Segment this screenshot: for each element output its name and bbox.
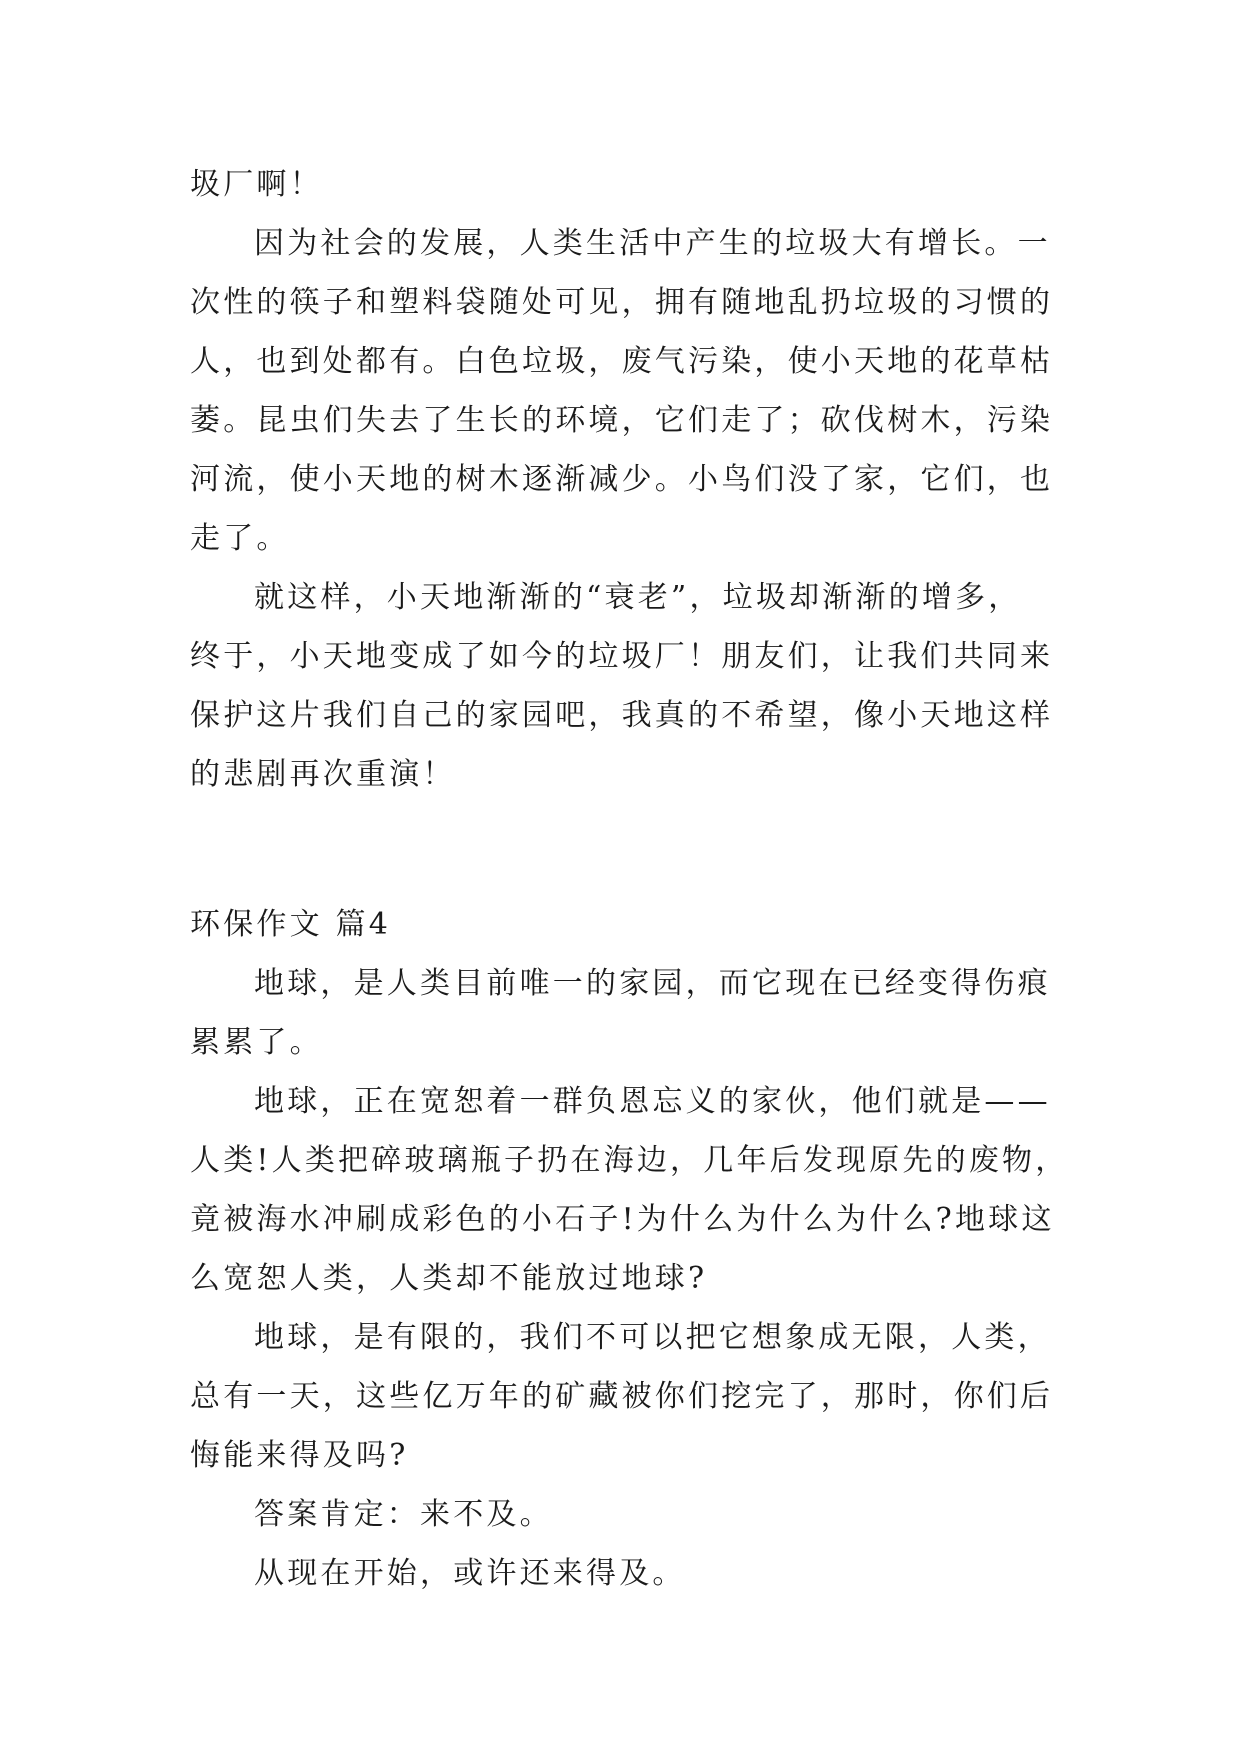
text-line: 因为社会的发展，人类生活中产生的垃圾大有增长。一: [254, 226, 1051, 261]
text-line: 人，也到处都有。白色垃圾，废气污染，使小天地的花草枯: [190, 344, 1054, 379]
text-line: 人类!人类把碎玻璃瓶子扔在海边，几年后发现原先的废物，: [190, 1143, 1069, 1178]
document-body: [190, 155, 1069, 1603]
text-line: 答案肯定：来不及。: [254, 1497, 553, 1532]
text-line: 地球，是人类目前唯一的家园，而它现在已经变得伤痕: [254, 966, 1051, 1001]
essay-section-3-continued: [190, 155, 1060, 804]
section-spacer: [190, 804, 1060, 895]
section-heading: 环保作文 篇4: [190, 907, 392, 942]
text-line: 圾厂啊！: [190, 167, 323, 202]
paragraph: [190, 1072, 1069, 1308]
text-line: 么宽恕人类，人类却不能放过地球?: [190, 1261, 708, 1296]
paragraph: [190, 214, 1060, 568]
text-line: 地球，正在宽恕着一群负恩忘义的家伙，他们就是——: [254, 1084, 1051, 1119]
text-line: 走了。: [190, 521, 290, 556]
paragraph: [190, 1544, 1060, 1603]
text-line: 竟被海水冲刷成彩色的小石子!为什么为什么为什么?地球这: [190, 1202, 1055, 1237]
paragraph: [190, 1308, 1060, 1485]
text-line: 总有一天，这些亿万年的矿藏被你们挖完了，那时，你们后: [190, 1379, 1054, 1414]
text-line: 就这样，小天地渐渐的“衰老”，垃圾却渐渐的增多，: [254, 580, 1022, 615]
text-line: 从现在开始，或许还来得及。: [254, 1556, 686, 1591]
text-line: 累累了。: [190, 1025, 323, 1060]
text-line: 地球，是有限的，我们不可以把它想象成无限，人类，: [254, 1320, 1051, 1355]
paragraph: [190, 568, 1060, 804]
essay-section-4: [190, 895, 1069, 1603]
text-line: 的悲剧再次重演！: [190, 757, 456, 792]
paragraph: [190, 954, 1060, 1072]
text-line: 河流，使小天地的树木逐渐减少。小鸟们没了家，它们，也: [190, 462, 1054, 497]
text-line: 萎。昆虫们失去了生长的环境，它们走了；砍伐树木，污染: [190, 403, 1054, 438]
paragraph: [190, 1485, 1060, 1544]
text-line: 保护这片我们自己的家园吧，我真的不希望，像小天地这样: [190, 698, 1054, 733]
text-line: 悔能来得及吗?: [190, 1438, 409, 1473]
text-line: 终于，小天地变成了如今的垃圾厂！朋友们，让我们共同来: [190, 639, 1054, 674]
text-line: 次性的筷子和塑料袋随处可见，拥有随地乱扔垃圾的习惯的: [190, 285, 1054, 320]
